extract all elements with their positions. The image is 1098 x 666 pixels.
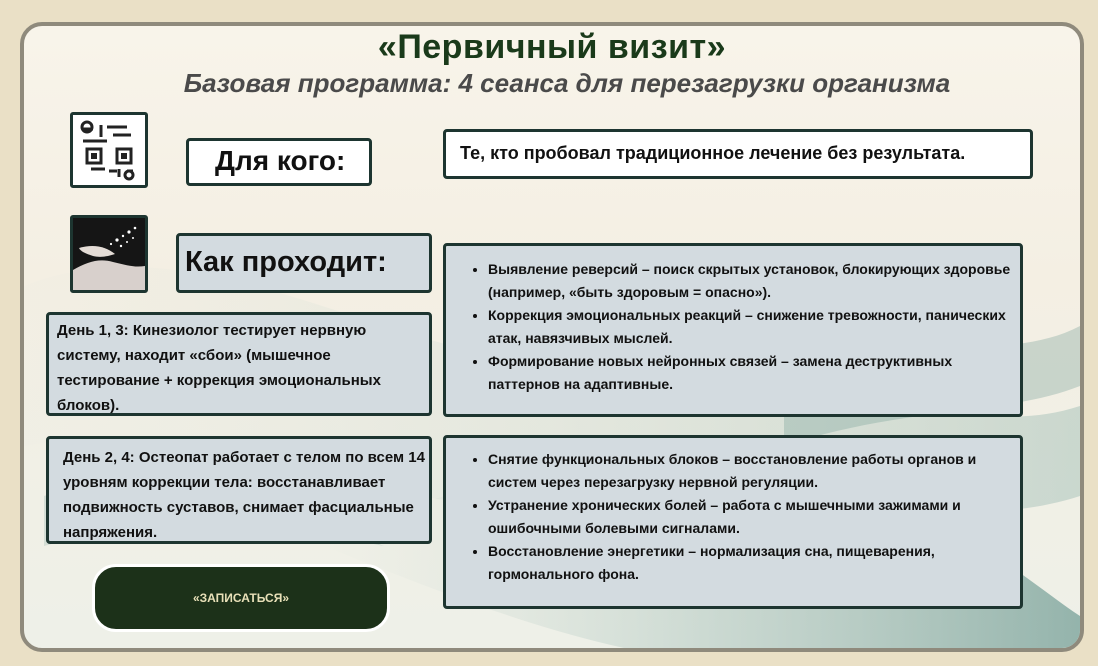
session2-bullets-box (443, 435, 1023, 609)
list-item: • Формирование новых нейронных связей – замена деструктивных паттернов на адаптивные. (488, 350, 1020, 396)
list-item: • Устранение хронических болей – работа с мышечными зажимами и ошибочными болевыми сигналами. (488, 494, 1020, 540)
for-whom-value: Те, кто пробовал традиционное лечение без результата. (460, 143, 966, 163)
for-whom-label-box (186, 138, 372, 186)
session1-description-box (46, 312, 432, 416)
page-subtitle: Базовая программа: 4 сеанса для перезагрузки организма (183, 68, 951, 98)
list-item: • Выявление реверсий – поиск скрытых установок, блокирующих здоровье (например, «быть здоровым = опасно»). (488, 258, 1020, 304)
list-item: • Восстановление энергетики – нормализация сна, пищеварения, гормонального фона. (488, 540, 1020, 586)
how-label-box (176, 233, 432, 293)
session2-bullet-list (446, 438, 1020, 586)
session1-bullet-list (446, 246, 1020, 396)
page-frame (20, 22, 1084, 652)
list-item: • Коррекция эмоциональных реакций – снижение тревожности, панических атак, навязчивых мыслей. (488, 304, 1020, 350)
list-item: • Снятие функциональных блоков – восстановление работы органов и систем через перезагрузку нервной регуляции. (488, 448, 1020, 494)
qr-network-icon (70, 112, 148, 188)
session2-description: День 2, 4: Остеопат работает с телом по всем 14 уровням коррекции тела: восстанавливает подвижность суставов, снимает фасциальные напряжения. (63, 449, 425, 541)
hands-photo-icon (70, 215, 148, 293)
for-whom-label: Для кого: (215, 145, 346, 176)
how-label: Как проходит: (185, 246, 387, 278)
signup-button[interactable]: «ЗАПИСАТЬСЯ» (92, 564, 390, 632)
session1-description: День 1, 3: Кинезиолог тестирует нервную систему, находит «сбои» (мышечное тестирование + коррекция эмоциональных блоков). (57, 322, 381, 414)
for-whom-value-box (443, 129, 1033, 179)
page-title: «Первичный визит» (377, 28, 727, 66)
session1-bullets-box (443, 243, 1023, 417)
session2-description-box (46, 436, 432, 544)
